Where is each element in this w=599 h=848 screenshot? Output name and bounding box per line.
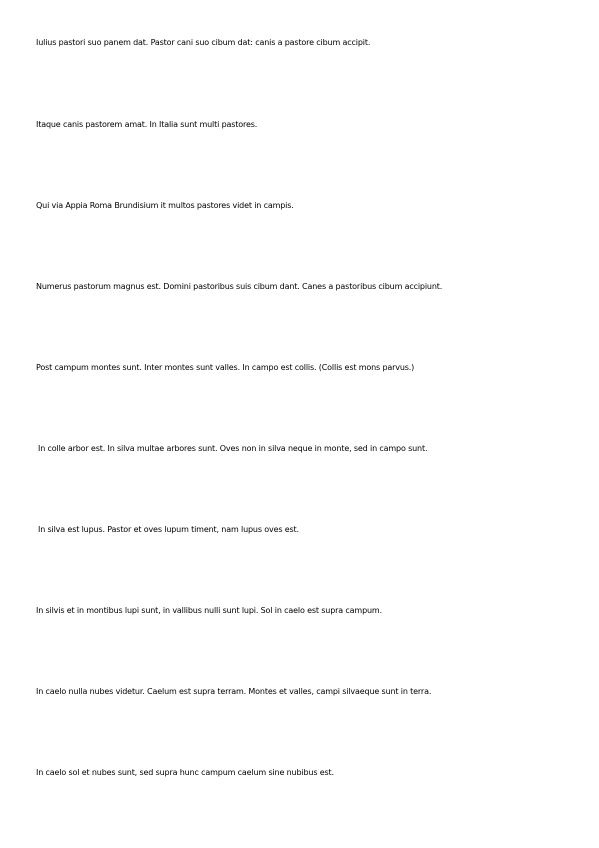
text-line-6: In colle arbor est. In silva multae arbores sunt. Oves non in silva neque in monte, sed in campo sunt. bbox=[38, 444, 428, 453]
text-line-10: In caelo sol et nubes sunt, sed supra hunc campum caelum sine nubibus est. bbox=[36, 768, 334, 777]
text-line-4: Numerus pastorum magnus est. Domini pastoribus suis cibum dant. Canes a pastoribus cibum accipiunt. bbox=[36, 282, 443, 291]
text-line-9: In caelo nulla nubes videtur. Caelum est supra terram. Montes et valles, campi silvaeque sunt in terra. bbox=[36, 687, 432, 696]
text-line-2: Itaque canis pastorem amat. In Italia sunt multi pastores. bbox=[36, 120, 258, 129]
text-line-3: Qui via Appia Roma Brundisium it multos pastores videt in campis. bbox=[36, 201, 294, 210]
text-line-1: Iulius pastori suo panem dat. Pastor cani suo cibum dat: canis a pastore cibum accipit. bbox=[36, 38, 371, 47]
text-line-7: In silva est lupus. Pastor et oves lupum timent, nam lupus oves est. bbox=[38, 525, 299, 534]
text-line-5: Post campum montes sunt. Inter montes sunt valles. In campo est collis. (Collis est mons parvus.) bbox=[36, 363, 415, 372]
text-line-8: In silvis et in montibus lupi sunt, in vallibus nulli sunt lupi. Sol in caelo est supra campum. bbox=[36, 606, 382, 615]
